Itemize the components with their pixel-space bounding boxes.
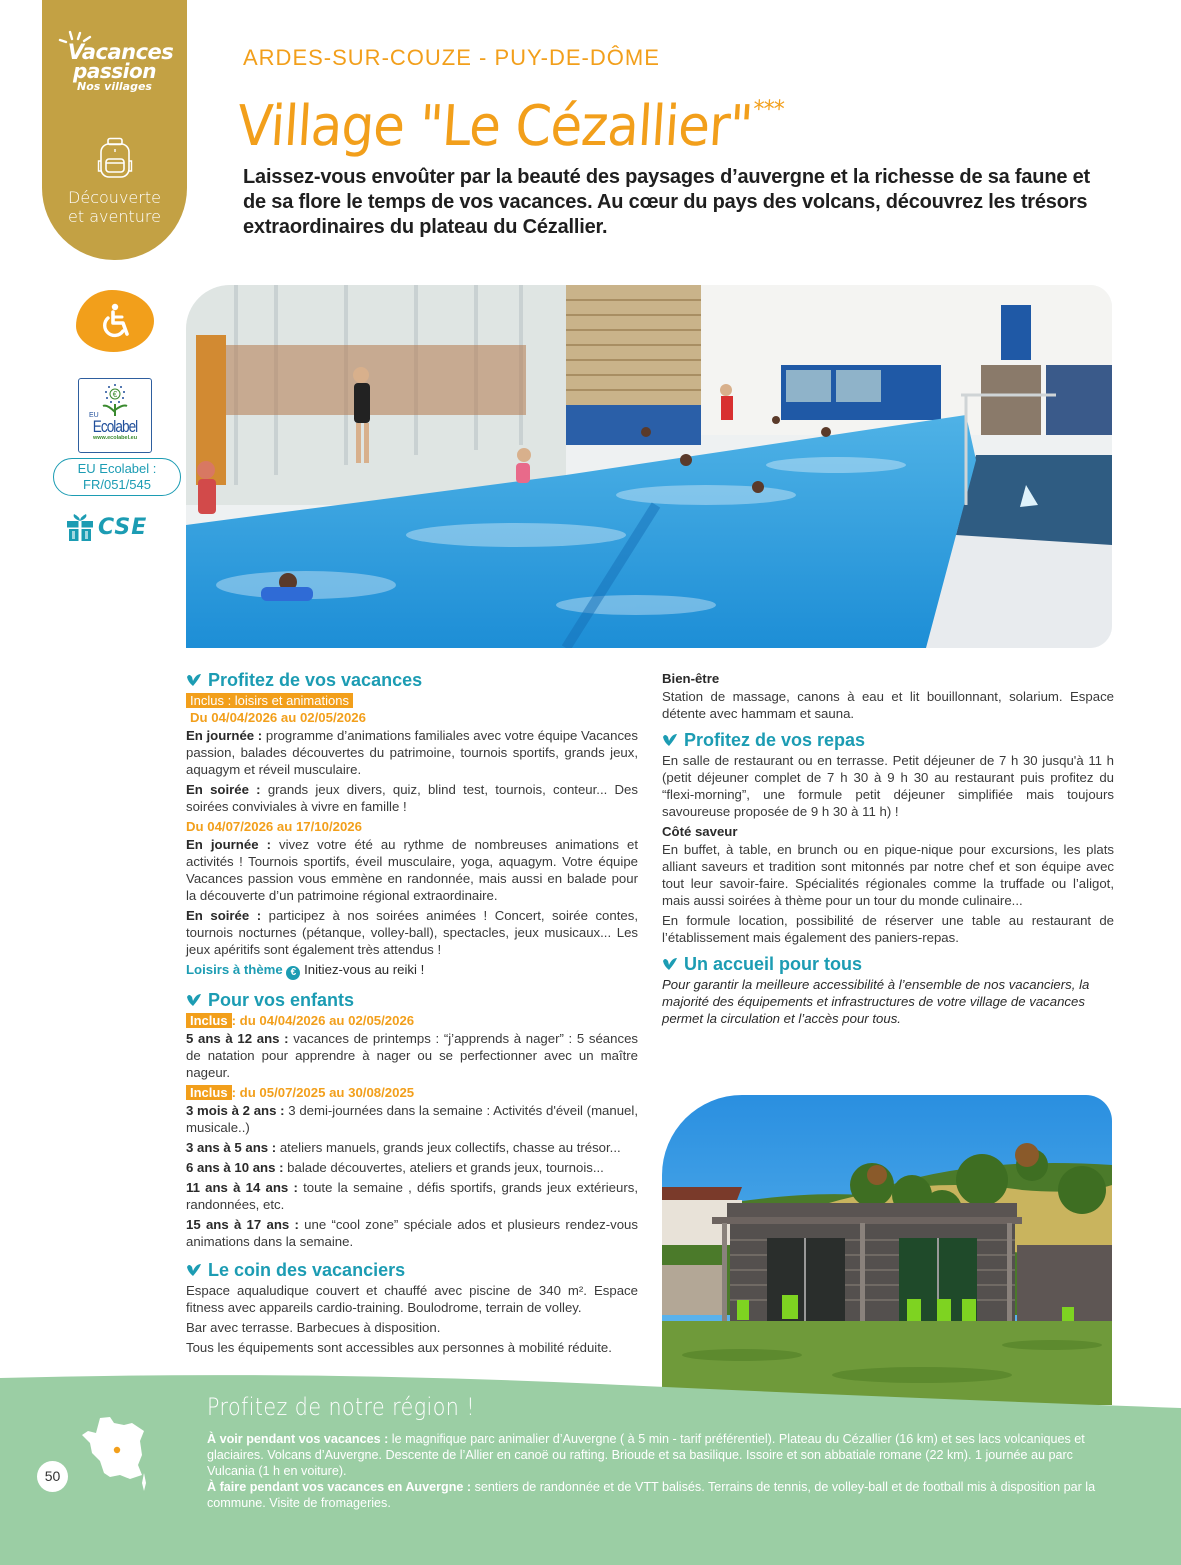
inclus-badge: Inclus : loisirs et animations — [186, 693, 353, 708]
paragraph-label: En soirée : — [186, 908, 262, 923]
paragraph-text: grands jeux divers, quiz, blind test, tournois, conteur... Des soirées conviviales à vivre en famille ! — [186, 782, 638, 814]
brand-line-1: Vacances — [67, 40, 174, 64]
region-faire-label: À faire pendant vos vacances en Auvergne : — [207, 1480, 472, 1494]
section-title-text: Pour vos enfants — [208, 990, 355, 1010]
paragraph-label: En journée : — [186, 728, 263, 743]
section-coin-title — [186, 1258, 638, 1282]
age-group-label: 5 ans à 12 ans : — [186, 1031, 289, 1046]
ecolabel-url: www.ecolabel.eu — [92, 435, 138, 441]
eu-ecolabel-logo — [78, 378, 152, 453]
theme-line-1: Découverte — [68, 188, 161, 207]
age-group-item — [186, 1179, 638, 1213]
age-group-text: balade découvertes, ateliers et grands jeux, tournois... — [283, 1160, 604, 1175]
bienetre-title: Bien-être — [662, 671, 720, 686]
age-group-item — [186, 1102, 638, 1136]
paragraph: Bar avec terrasse. Barbecues à disposition. — [186, 1320, 441, 1335]
gift-icon — [66, 512, 94, 542]
paragraph: En buffet, à table, en brunch ou en pique-nique pour excursions, les plats alliant saveurs et tradition sont mitonnés par notre chef et son équipe avec tout leur savoir-faire. Spécialités régionales comme la truffade ou l’aligot, mais aussi soirées à thème pour un tour du monde culinaire... — [662, 842, 1114, 908]
heart-check-icon — [186, 673, 202, 687]
age-group-list — [186, 1030, 638, 1081]
section-title-text: Profitez de vos vacances — [208, 670, 423, 690]
ecolabel-code — [53, 458, 181, 496]
section-title-text: Le coin des vacanciers — [208, 1260, 406, 1280]
paragraph — [186, 907, 638, 958]
inclus-badge: Inclus — [186, 1013, 232, 1028]
age-group-item — [186, 1216, 638, 1250]
loisirs-text: Initiez-vous au reiki ! — [300, 962, 425, 977]
region-faire — [207, 1479, 1117, 1511]
paragraph — [186, 781, 638, 815]
age-group-list — [186, 1102, 638, 1250]
paragraph-text: programme d’animations familiales avec votre équipe Vacances passion, balades découvertes du patrimoine, tournois sportifs, grands jeux, aquagym et réveil musculaire. — [186, 728, 638, 777]
period-date — [186, 1012, 638, 1030]
age-group-text: une “cool zone” spéciale ados et plusieurs rendez-vous animations dans la semaine. — [186, 1217, 638, 1249]
ecolabel-code-line-1: EU Ecolabel : — [77, 461, 157, 476]
paragraph-label: En journée : — [186, 837, 271, 852]
theme-line-2: et aventure — [68, 207, 161, 226]
ecolabel-flower-icon — [95, 382, 135, 418]
brand-line-3: Nos villages — [77, 80, 152, 93]
brand-ribbon — [42, 0, 187, 260]
cse-label: CSE — [98, 514, 148, 540]
age-group-item — [186, 1139, 638, 1156]
age-group-text: 3 demi-journées dans la semaine : Activités d'éveil (manuel, musicale..) — [186, 1103, 638, 1135]
age-group-text: toute la semaine , défis sportifs, grands jeux extérieurs, randonnées, etc. — [186, 1180, 638, 1212]
location-marker-icon — [114, 1447, 120, 1453]
pool-photo — [186, 285, 1112, 648]
wheelchair-icon — [98, 303, 132, 339]
svg-text:€: € — [112, 390, 118, 399]
loisirs-label: Loisirs à thème — [186, 962, 283, 977]
theme-label — [42, 188, 187, 226]
section-enfants-title — [186, 988, 638, 1012]
star-rating: *** — [752, 95, 785, 123]
age-group-item — [186, 1030, 638, 1081]
accessibility-badge — [76, 290, 154, 352]
period-date: Du 04/04/2026 au 02/05/2026 — [190, 710, 366, 725]
paragraph: Station de massage, canons à eau et lit bouillonnant, solarium. Espace détente avec hammam et sauna. — [662, 689, 1114, 721]
location-subtitle: ARDES-SUR-COUZE - PUY-DE-DÔME — [243, 45, 660, 70]
page-number: 50 — [37, 1461, 68, 1492]
paragraph: Tous les équipements sont accessibles aux personnes à mobilité réduite. — [186, 1340, 612, 1355]
age-group-item — [186, 1159, 638, 1176]
paragraph-text: participez à nos soirées animées ! Concert, soirée contes, tournois nocturnes (pétanque, volley-ball), spectacles, jeux musicaux... Les jeux apéritifs sont également très attendus ! — [186, 908, 638, 957]
cse-badge — [66, 512, 147, 542]
house-illustration — [662, 1095, 1112, 1405]
region-voir-label: À voir pendant vos vacances : — [207, 1432, 389, 1446]
sun-rays-icon — [56, 30, 96, 50]
period-text: : du 04/04/2026 au 02/05/2026 — [231, 1013, 415, 1028]
ecolabel-code-line-2: FR/051/545 — [83, 477, 151, 492]
pool-illustration — [186, 285, 1112, 648]
paragraph-label: En soirée : — [186, 782, 261, 797]
age-group-label: 3 ans à 5 ans : — [186, 1140, 277, 1155]
region-text — [207, 1431, 1117, 1511]
heart-check-icon — [662, 733, 678, 747]
age-group-label: 11 ans à 14 ans : — [186, 1180, 298, 1195]
period-date: Du 04/07/2026 au 17/10/2026 — [186, 819, 362, 834]
section-title-text: Profitez de vos repas — [684, 730, 866, 750]
section-accueil-title — [662, 952, 1114, 976]
age-group-label: 15 ans à 17 ans : — [186, 1217, 299, 1232]
region-voir — [207, 1431, 1117, 1479]
section-vacances-title — [186, 668, 638, 692]
page-title — [235, 73, 786, 163]
paragraph: Espace aqualudique couvert et chauffé avec piscine de 340 m². Espace fitness avec appareils cardio-training. Boulodrome, terrain de volley. — [186, 1283, 638, 1315]
vacances-passion-logo — [42, 22, 187, 94]
age-group-text: vacances de printemps : “j’apprends à nager” : 5 séances de natation pour apprendre à nager ou se perfectionner avec un maître nageur. — [186, 1031, 638, 1080]
heart-check-icon — [186, 993, 202, 1007]
paragraph: En formule location, possibilité de réserver une table au restaurant de l’établissement mais également des paniers-repas. — [662, 913, 1114, 945]
age-group-label: 6 ans à 10 ans : — [186, 1160, 284, 1175]
paragraph-text: vivez votre été au rythme de nombreuses animations et activités ! Tournois sportifs, éveil musculaire, yoga, aquagym. Votre équipe Vacances passion vous emmène en randonnée, mais aussi en balade pour la découverte d’un patrimoine régional extraordinaire. — [186, 837, 639, 903]
ecolabel-eu-text: EU — [89, 412, 99, 419]
intro-paragraph: Laissez-vous envoûter par la beauté des paysages d’auvergne et la richesse de sa faune et de sa flore le temps de vos vacances. Au cœur du pays des volcans, découvrez les trésors extraordinaires du plateau du Cézallier. — [243, 166, 1091, 238]
paragraph — [186, 836, 638, 904]
france-map-icon — [82, 1413, 147, 1493]
paragraph: En salle de restaurant ou en terrasse. Petit déjeuner de 7 h 30 jusqu'à 11 h (petit déjeuner complet de 7 h 30 à 9 h 30 au restaurant puis profitez du “flexi-morning”, une formule petit déjeuner simplifiée mais toujours savoureuse proposée de 9 h 30 à 11 h) ! — [662, 753, 1114, 819]
village-name: Village "Le Cézallier" — [235, 94, 755, 159]
region-faire-text: sentiers de randonnée et de VTT balisés. Terrains de tennis, de volley-ball et de football mis à disposition par la commune. Visite de fromageries. — [207, 1480, 1096, 1510]
region-voir-text: le magnifique parc animalier d’Auvergne ( à 5 min - tarif préférentiel). Plateau du Cézallier (16 km) et ses lacs volcaniques et glaciaires. Volcans d’Auvergne. Descente de l’Allier en canoë ou rafting. Brioude et sa basilique. Issoire et son abbatiale romane (22 km). 1 journée au parc Vulcania (1 h en voiture). — [207, 1432, 1085, 1478]
region-title: Profitez de notre région ! — [207, 1393, 475, 1421]
backpack-icon — [97, 137, 133, 179]
inclus-badge: Inclus — [186, 1085, 232, 1100]
saveur-title: Côté saveur — [662, 824, 738, 839]
age-group-label: 3 mois à 2 ans : — [186, 1103, 285, 1118]
right-column — [662, 670, 1114, 1030]
house-photo — [662, 1095, 1112, 1405]
heart-check-icon — [662, 957, 678, 971]
heart-check-icon — [186, 1263, 202, 1277]
period-text: : du 05/07/2025 au 30/08/2025 — [231, 1085, 415, 1100]
left-column — [186, 668, 638, 1359]
section-repas-title — [662, 728, 1114, 752]
loisirs-line — [186, 961, 638, 980]
paragraph: Pour garantir la meilleure accessibilité à l’ensemble de nos vacanciers, la majorité des équipements et infrastructures de votre village de vacances permet la circulation et l’accès pour tous. — [662, 977, 1090, 1026]
euro-icon: € — [286, 966, 300, 980]
period-date — [186, 1084, 638, 1102]
age-group-text: ateliers manuels, grands jeux collectifs, chasse au trésor... — [276, 1140, 621, 1155]
brand-line-2: passion — [73, 59, 156, 83]
paragraph — [186, 727, 638, 778]
ecolabel-word: Ecolabel — [92, 417, 138, 436]
section-title-text: Un accueil pour tous — [684, 954, 863, 974]
